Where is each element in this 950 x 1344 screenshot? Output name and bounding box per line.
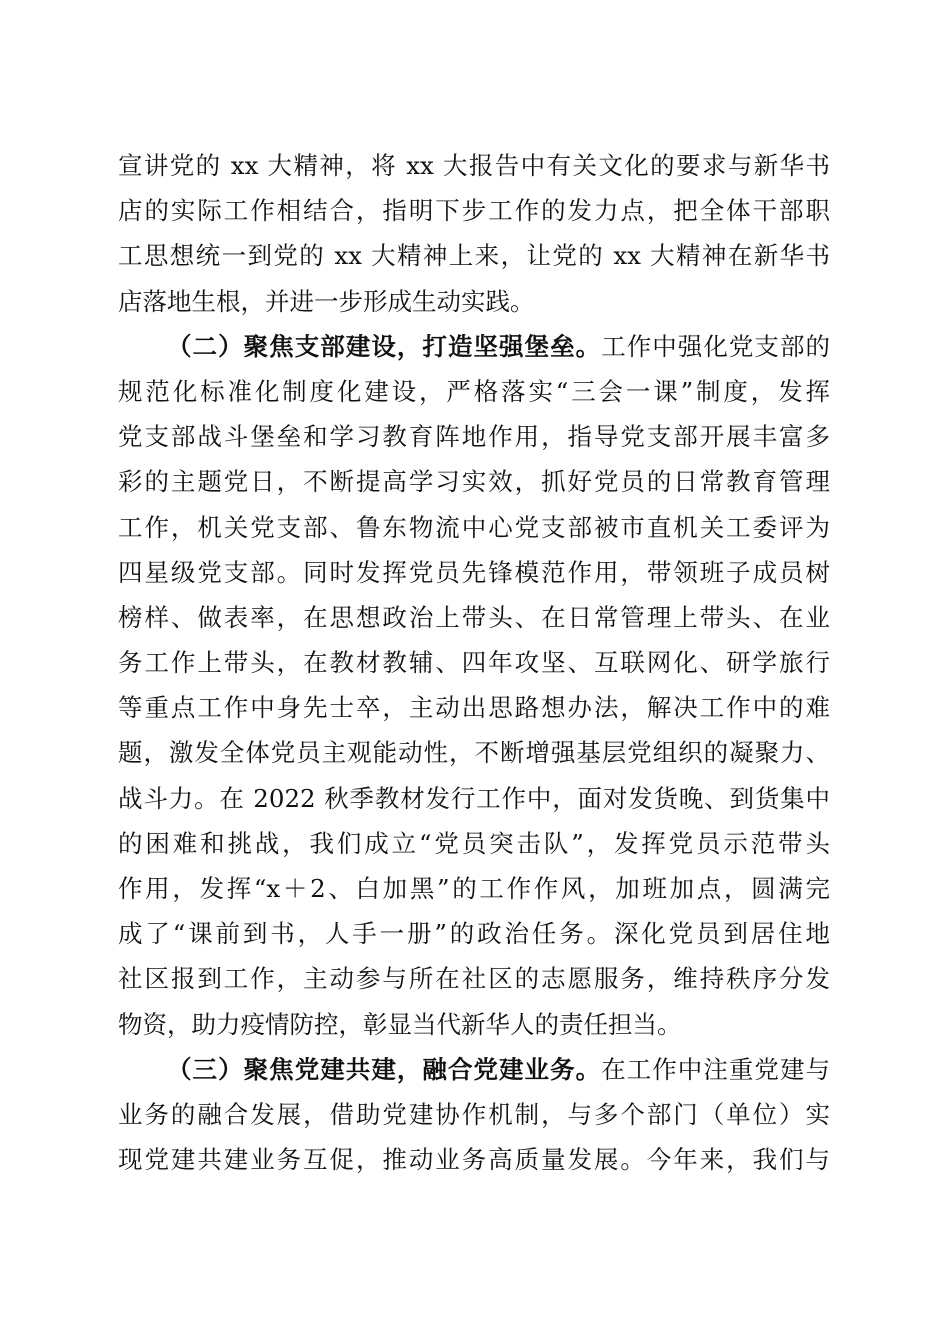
text-line: 工作，机关党支部、鲁东物流中心党支部被市直机关工委评为 — [118, 512, 830, 542]
paragraph-first-line — [118, 324, 830, 369]
paragraph-2 — [118, 324, 830, 1047]
text-span: 在工作中注重党建与 — [601, 1054, 831, 1084]
text-line: 规范化标准化制度化建设，严格落实“三会一课”制度，发挥 — [118, 376, 830, 406]
section-heading-2: （二）聚焦支部建设，打造坚强堡垒。 — [167, 331, 602, 361]
text-line: 战斗力。在 2022 秋季教材发行工作中，面对发货晚、到货集中 — [118, 783, 830, 813]
text-line: 店的实际工作相结合，指明下步工作的发力点，把全体干部职 — [118, 196, 830, 226]
text-line: 等重点工作中身先士卒，主动出思路想办法，解决工作中的难 — [118, 693, 830, 723]
text-line: 店落地生根，并进一步形成生动实践。 — [118, 286, 535, 316]
text-span: 工作中强化党支部的 — [601, 331, 831, 361]
paragraph-first-line — [118, 1047, 830, 1092]
text-line: 党支部战斗堡垒和学习教育阵地作用，指导党支部开展丰富多 — [118, 422, 830, 452]
text-line: 业务的融合发展，借助党建协作机制，与多个部门（单位）实 — [118, 1099, 830, 1129]
section-heading-3: （三）聚焦党建共建，融合党建业务。 — [167, 1054, 602, 1084]
text-line: 社区报到工作，主动参与所在社区的志愿服务，维持秩序分发 — [118, 964, 830, 994]
text-line: 彩的主题党日，不断提高学习实效，抓好党员的日常教育管理 — [118, 467, 830, 497]
text-line: 宣讲党的 xx 大精神，将 xx 大报告中有关文化的要求与新华书 — [118, 151, 830, 180]
paragraph-1 — [118, 143, 830, 324]
text-line: 物资，助力疫情防控，彰显当代新华人的责任担当。 — [118, 1009, 682, 1039]
text-line: 现党建共建业务互促，推动业务高质量发展。今年来，我们与 — [118, 1145, 830, 1175]
text-line: 四星级党支部。同时发挥党员先锋模范作用，带领班子成员树 — [118, 557, 830, 587]
text-line: 作用，发挥“x＋2、白加黑”的工作作风，加班加点，圆满完 — [118, 874, 830, 903]
text-line: 工思想统一到党的 xx 大精神上来，让党的 xx 大精神在新华书 — [118, 241, 830, 271]
text-line: 题，激发全体党员主观能动性，不断增强基层党组织的凝聚力、 — [118, 738, 830, 768]
text-line: 榜样、做表率，在思想政治上带头、在日常管理上带头、在业 — [118, 602, 830, 632]
text-line: 成了“课前到书，人手一册”的政治任务。深化党员到居住地 — [118, 919, 830, 949]
paragraph-3 — [118, 1047, 830, 1183]
text-line: 务工作上带头，在教材教辅、四年攻坚、互联网化、研学旅行 — [118, 648, 830, 678]
document-body — [118, 143, 830, 1182]
text-line: 的困难和挑战，我们成立“党员突击队”，发挥党员示范带头 — [118, 828, 830, 858]
